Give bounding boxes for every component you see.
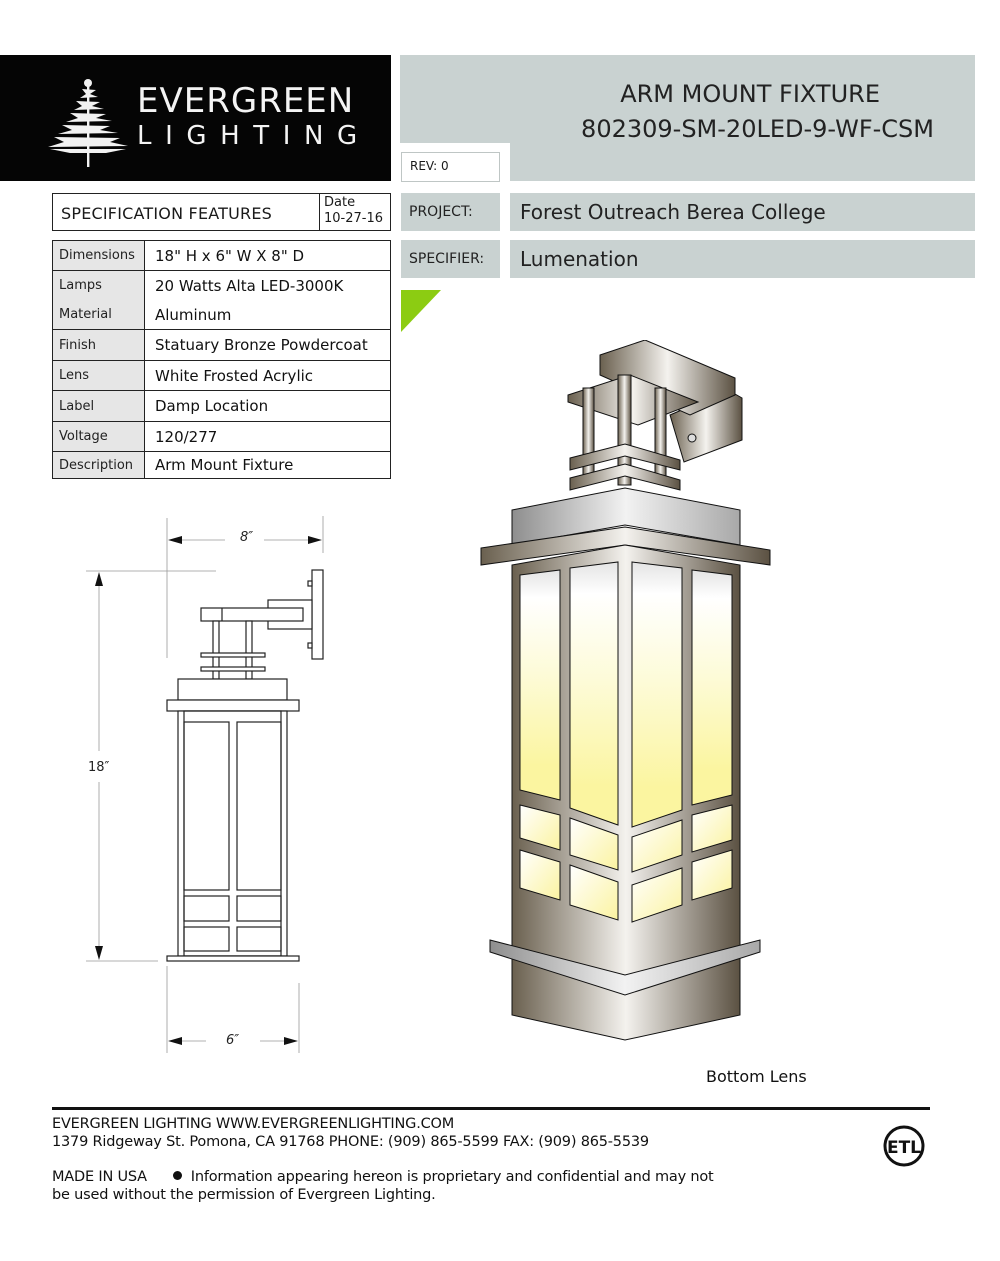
notice-text-1: Information appearing hereon is proprietary and confidential and may not bbox=[190, 1169, 714, 1185]
date-value: 10-27-16 bbox=[324, 211, 384, 226]
spec-key: Description bbox=[53, 452, 145, 478]
spec-value: 120/277 bbox=[155, 427, 218, 446]
project-value: Forest Outreach Berea College bbox=[510, 193, 975, 231]
specifier-label: SPECIFIER: bbox=[401, 240, 500, 278]
notice-text-2: be used without the permission of Evergreen Lighting. bbox=[52, 1187, 436, 1203]
spec-key: Dimensions bbox=[53, 241, 145, 270]
spec-value: 18" H x 6" W X 8" D bbox=[155, 246, 305, 265]
spec-value: 20 Watts Alta LED-3000K bbox=[155, 276, 344, 295]
depth-dimension: 8″ bbox=[240, 530, 254, 545]
fixture-type-title: ARM MOUNT FIXTURE bbox=[620, 80, 880, 108]
footer-divider bbox=[52, 1107, 930, 1110]
spec-table bbox=[52, 240, 391, 479]
spec-key: Lamps bbox=[53, 271, 145, 300]
revision-box: REV: 0 bbox=[401, 152, 500, 182]
spec-key: Lens bbox=[53, 361, 145, 390]
notice-line bbox=[52, 1169, 714, 1185]
spec-key: Finish bbox=[53, 330, 145, 360]
evergreen-tree-icon bbox=[46, 77, 130, 167]
spec-value: Aluminum bbox=[155, 305, 232, 324]
spec-row-lamps bbox=[53, 270, 390, 300]
spec-key: Material bbox=[53, 300, 145, 329]
dimensioned-line-drawing bbox=[80, 510, 350, 1060]
spec-value: White Frosted Acrylic bbox=[155, 366, 314, 385]
spec-value: Statuary Bronze Powdercoat bbox=[155, 336, 368, 354]
date-cell bbox=[319, 194, 391, 230]
spec-row-label bbox=[53, 390, 390, 421]
specifier-value: Lumenation bbox=[510, 240, 975, 278]
width-dimension: 6″ bbox=[226, 1033, 240, 1048]
spec-row-dimensions bbox=[53, 241, 390, 270]
bottom-lens-caption: Bottom Lens bbox=[706, 1067, 807, 1086]
bullet-icon bbox=[173, 1171, 182, 1180]
spec-row-finish bbox=[53, 329, 390, 360]
fixture-rendering bbox=[470, 340, 790, 1060]
brand-logo bbox=[0, 55, 391, 181]
date-label: Date bbox=[324, 195, 356, 210]
height-dimension: 18″ bbox=[88, 760, 110, 775]
spec-row-voltage bbox=[53, 421, 390, 451]
spec-row-lens bbox=[53, 360, 390, 390]
model-number: 802309-SM-20LED-9-WF-CSM bbox=[581, 115, 934, 143]
brand-name-line2: LIGHTING bbox=[137, 121, 371, 151]
brand-name-line1: EVERGREEN bbox=[137, 81, 355, 121]
spec-features-header bbox=[52, 193, 391, 231]
spec-row-description bbox=[53, 451, 390, 478]
spec-key: Label bbox=[53, 391, 145, 421]
project-label: PROJECT: bbox=[401, 193, 500, 231]
spec-value: Damp Location bbox=[155, 397, 269, 415]
spec-value: Arm Mount Fixture bbox=[155, 456, 294, 474]
spec-key: Voltage bbox=[53, 422, 145, 451]
spec-features-title: SPECIFICATION FEATURES bbox=[61, 204, 273, 223]
spec-row-material bbox=[53, 300, 390, 329]
etl-listed-icon bbox=[880, 1125, 928, 1167]
made-in-usa: MADE IN USA bbox=[52, 1169, 147, 1185]
etl-text: ETL bbox=[886, 1138, 922, 1158]
company-address-line: 1379 Ridgeway St. Pomona, CA 91768 PHONE: (909) 865-5599 FAX: (909) 865-5539 bbox=[52, 1134, 649, 1150]
accent-triangle bbox=[401, 290, 441, 332]
company-web-line: EVERGREEN LIGHTING WWW.EVERGREENLIGHTING.COM bbox=[52, 1116, 455, 1132]
